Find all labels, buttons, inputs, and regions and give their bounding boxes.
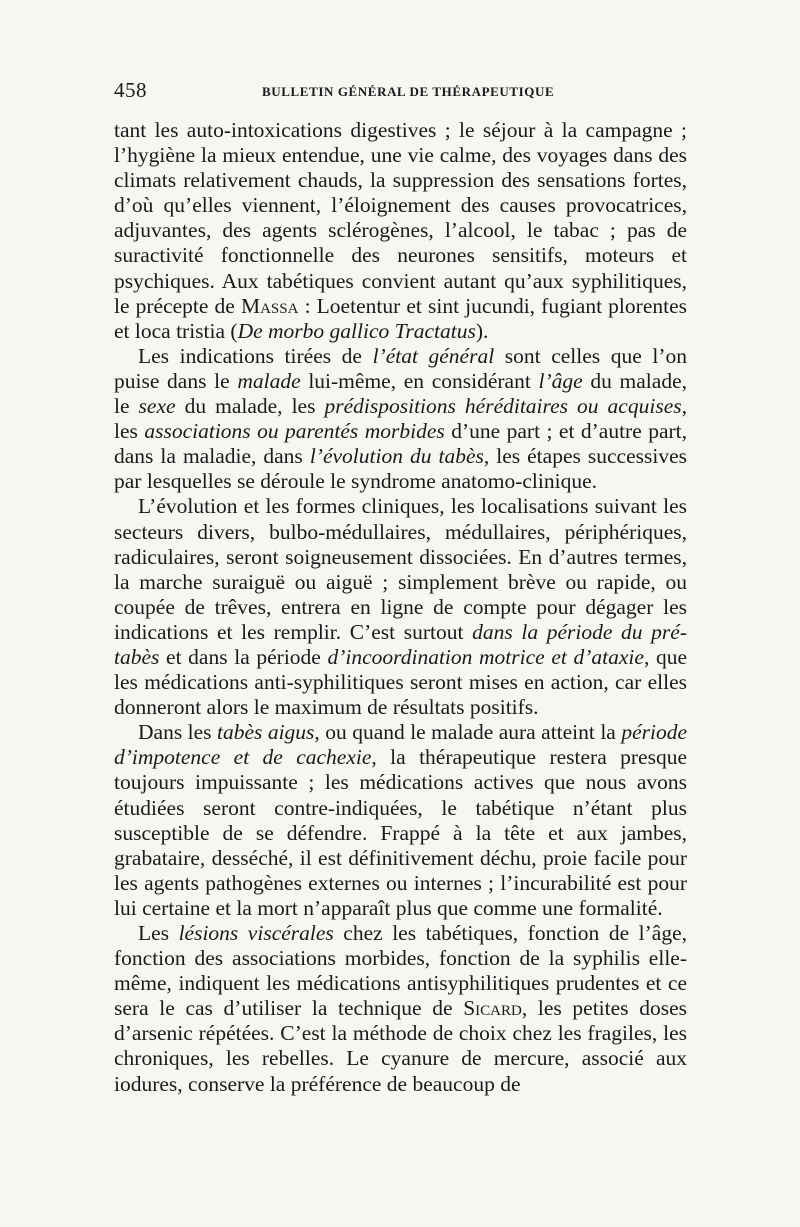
author-name-sicard: Sicard: [463, 996, 522, 1021]
text-segment: , les petites doses d’arsenic répétées. C’est la méthode de choix chez les fragiles, les chroniques, les rebelles. Le cyanure de mercure, associé aux iodures, conserve la préférence de beaucoup de: [114, 996, 687, 1096]
text-segment: et dans la période: [159, 644, 328, 669]
text-segment: Dans les: [138, 720, 217, 745]
running-title: BULLETIN GÉNÉRAL DE THÉRAPEUTIQUE: [262, 84, 555, 99]
emphasis: d’incoordination motrice et d’ataxie: [327, 644, 644, 669]
emphasis: prédispositions héréditaires ou acquises: [324, 394, 682, 419]
text-segment: ).: [475, 318, 489, 343]
text-segment: , les étapes successives par lesquelles se déroule le syndrome anatomo-clinique.: [114, 444, 687, 494]
text-segment: chez les tabétiques, fonction de l’âge, fonction des associations morbides, fonction de la syphilis elle-même, indiquent les médications antisyphilitiques prudentes et ce sera le cas d’utiliser la technique de: [114, 921, 687, 1021]
document-page: [114, 72, 687, 1097]
text-segment: d’une part ; et d’autre part, dans la maladie, dans: [114, 419, 688, 469]
text-segment: : Loetentur et sint jucundi, fugiant plorentes et loca tristia (: [114, 293, 687, 343]
paragraph-1: [114, 118, 687, 344]
emphasis: dans la période du pré-tabès: [114, 619, 687, 669]
paragraph-2: [114, 344, 687, 495]
emphasis: associations ou parentés morbides: [144, 419, 445, 444]
text-segment: Les indications tirées de: [138, 343, 373, 368]
paragraph-4: [114, 720, 687, 921]
page-number: 458: [114, 78, 147, 102]
page-header: [114, 72, 687, 102]
text-segment: , la thérapeutique restera presque toujours impuissante ; les médications actives que nous avons étudiées seront contre-indiquées, le tabétique n’étant plus susceptible de se défendre. Frappé à la tête et aux jambes, grabataire, desséché, il est définitivement déchu, proie facile pour les agents pathogènes externes ou internes ; l’incurabilité est pour lui certaine et la mort n’apparaît plus que comme une formalité.: [114, 745, 687, 920]
text-segment: du malade, les: [175, 394, 325, 419]
text-segment: L’évolution et les formes cliniques, les localisations suivant les secteurs divers, bulbo-médullaires, médullaires, périphériques, radiculaires, seront soigneusement dissociées. En d’autres termes, la marche suraiguë ou aiguë ; simplement brève ou rapide, ou coupée de trêves, entrera en ligne de compte pour dégager les indications et les remplir. C’est surtout: [114, 494, 687, 644]
book-title: De morbo gallico Tractatus: [237, 318, 476, 343]
emphasis: l’état général: [372, 343, 495, 368]
text-segment: sont celles que l’on puise dans le: [114, 343, 687, 393]
text-segment: Les: [138, 921, 179, 945]
text-segment: du malade, le: [114, 368, 687, 419]
emphasis: l’évolution du tabès: [309, 444, 484, 469]
author-name-massa: Massa: [240, 293, 299, 318]
emphasis: période d’impotence et de cachexie: [114, 720, 687, 770]
text-segment: , les: [114, 394, 687, 444]
emphasis: lésions viscérales: [178, 921, 334, 945]
text-segment: lui-même, en considérant: [300, 368, 539, 393]
paragraph-3: [114, 494, 687, 720]
emphasis: malade: [237, 368, 301, 393]
emphasis: sexe: [138, 394, 176, 419]
text-segment: , que les médications anti-syphilitiques seront mises en action, car elles donneront alors le maximum de résultats positifs.: [114, 644, 687, 720]
emphasis: l’âge: [538, 368, 583, 393]
text-segment: tant les auto-intoxications digestives ; le séjour à la campagne ; l’hygiène la mieux entendue, une vie calme, des voyages dans des climats relativement chauds, la suppression des sensations fortes, d’où qu’elles viennent, l’éloignement des causes provocatrices, adjuvantes, des agents sclérogènes, l’alcool, le tabac ; pas de suractivité fonctionnelle des neurones sensitifs, moteurs et psychiques. Aux tabétiques convient autant qu’aux syphilitiques, le précepte de: [114, 118, 687, 318]
body-text: [114, 118, 687, 1097]
emphasis: tabès aigus: [216, 720, 315, 745]
paragraph-5: [114, 921, 687, 1097]
text-segment: , ou quand le malade aura atteint la: [314, 720, 622, 745]
